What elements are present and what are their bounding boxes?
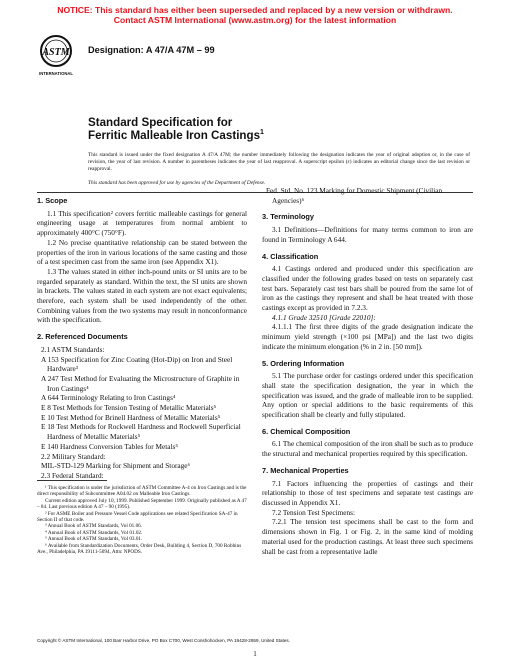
paragraph: 3.1 Definitions—Definitions for many terms common to iron are found in Terminology A 644. <box>262 225 473 244</box>
astm-logo <box>36 33 76 79</box>
dod-note: This standard has been approved for use by agencies of the Department of Defense. <box>88 180 266 186</box>
footnote: ² For ASME Boiler and Pressure Vessel Code applications see related Specification SA-47 in Section II of that code. <box>37 510 238 524</box>
logo-text: INTERNATIONAL <box>39 71 73 76</box>
title-footnote-ref: 1 <box>260 129 264 137</box>
svg-text:ASTM: ASTM <box>42 47 70 58</box>
designation: Designation: A 47/A 47M – 99 <box>88 45 215 55</box>
reference-item: E 10 Test Method for Brinell Hardness of Metallic Materials⁵ <box>41 412 221 422</box>
section-heading: 1. Scope <box>37 196 68 205</box>
paragraph: 7.1 Factors influencing the properties of castings and their relationship to those of test specimens and separate test castings are discussed in Appendix X1. <box>262 478 473 507</box>
footnote: ⁴ Annual Book of ASTM Standards, Vol 01.02. <box>45 529 143 536</box>
reference-item: E 8 Test Methods for Tension Testing of Metallic Materials⁵ <box>41 403 217 413</box>
right-column <box>262 186 473 556</box>
paragraph: 4.1 Castings ordered and produced under this specification are classified under the following grades based on tests on separately cast test bars. Separately cast test bars shall be poured from the same lot of iron as the castings they represent and shall be heat treated with those castings except as provided in 7.2.3. <box>262 264 473 313</box>
subsection-label: 2.3 Federal Standard: <box>41 470 104 480</box>
reference-item: E 18 Test Methods for Rockwell Hardness and Rockwell Superficial Hardness of Metallic Materials⁵ <box>41 422 241 442</box>
paragraph: 6.1 The chemical composition of the iron shall be such as to produce the structural and mechanical properties required by this specification. <box>262 439 473 459</box>
section-heading: 3. Terminology <box>262 212 315 222</box>
paragraph: 7.2.1 The tension test specimens shall be cast to the form and dimensions shown in Fig. 1 or Fig. 2, in the same kind of molding material used for the production castings. At least three such specimens shall be cast from a representative ladle <box>262 517 473 556</box>
title-line-2: Ferritic Malleable Iron Castings <box>88 129 261 142</box>
footnote: Current edition approved July 10, 1999. Published September 1999. Originally published as A 47 – 84. Last previous edition A 47 – 90 (1995). <box>37 497 247 511</box>
notice-line-1: NOTICE: This standard has either been superseded and replaced by a new version or withdrawn. <box>57 5 453 15</box>
reference-item: A 247 Test Method for Evaluating the Microstructure of Graphite in Iron Castings⁴ <box>41 373 240 393</box>
section-heading: 4. Classification <box>262 251 319 261</box>
paragraph: 4.1.1.1 The first three digits of the grade designation indicate the minimum yield strength (×100 psi [MPa]) and the last two digits indicate the minimum elongation (% in 2 in. [50 mm]). <box>262 322 473 351</box>
subsection-label: 2.1 ASTM Standards: <box>41 344 105 354</box>
paragraph: 5.1 The purchase order for castings ordered under this specification shall state the specification designation, the year in which the specification was issued, and the grade of malleable iron to be supplied. Any option or special additions to the basic requirements of this specification shall be clearly and fully stipulated. <box>262 371 473 420</box>
copyright: Copyright © ASTM International, 100 Barr Harbor Drive, PO Box C700, West Conshohocken, PA 19428-2959, United States. <box>37 638 290 643</box>
paragraph: 1.2 No precise quantitative relationship can be stated between the properties of the iron in various locations of the same casting and those of a test specimen cast from the same iron (see Appendix X1). <box>37 237 247 267</box>
footnote-rule <box>37 480 107 481</box>
issued-note: This standard is issued under the fixed designation A 47/A 47M; the number immediately following the designation indicates the year of original adoption or, in the case of revision, the year of last revision. A number in parentheses indicates the year of last reapproval. A superscript epsilon (ε) indicates an editorial change since the last revision or reapproval. <box>88 152 470 173</box>
section-heading: 5. Ordering Information <box>262 358 345 368</box>
left-column <box>37 196 247 481</box>
section-heading: 6. Chemical Composition <box>262 426 351 436</box>
reference-item: MIL-STD-129 Marking for Shipment and Storage⁶ <box>41 461 191 471</box>
title <box>88 116 264 142</box>
paragraph: 1.1 This specification² covers ferritic malleable castings for general engineering usage at temperatures from normal ambient to approximately 400°C (750°F). <box>37 208 247 238</box>
reference-item: A 644 Terminology Relating to Iron Castings⁴ <box>41 393 176 403</box>
footnote: ⁶ Available from Standardization Documents, Order Desk, Building 4, Section D, 700 Robbins Ave., Philadelphia, PA 19111-5094, Attn: NPODS. <box>37 542 242 556</box>
paragraph: 4.1.1 Grade 32510 [Grade 22010]: <box>272 312 376 322</box>
footnotes <box>37 485 247 555</box>
page-number: 1 <box>253 650 257 658</box>
paragraph: 1.3 The values stated in either inch-pound units or SI units are to be regarded separately as standard. Within the text, the SI units are shown in brackets. The values stated in each system are not exact equivalents; therefore, each system shall be used independently of the other. Combining values from the two systems may result in nonconformance with the specification. <box>37 266 247 325</box>
reference-item: A 153 Specification for Zinc Coating (Hot-Dip) on Iron and Steel Hardware³ <box>41 354 233 374</box>
paragraph: 7.2 Tension Test Specimens: <box>272 507 356 517</box>
section-heading: 7. Mechanical Properties <box>262 465 349 475</box>
footnote: ¹ This specification is under the jurisdiction of ASTM Committee A-4 on Iron Castings and is the direct responsibility of Subcommittee A04.02 on Malleable Iron Castings. <box>37 485 247 498</box>
subsection-label: 2.2 Military Standard: <box>41 451 106 461</box>
reference-item: E 140 Hardness Conversion Tables for Metals⁵ <box>41 441 178 451</box>
footnote: ³ Annual Book of ASTM Standards, Vol 01.06. <box>45 523 143 530</box>
title-line-1: Standard Specification for <box>88 116 233 129</box>
notice-line-2: Contact ASTM International (www.astm.org) for the latest information <box>113 15 397 25</box>
footnote: ⁵ Annual Book of ASTM Standards, Vol 03.01. <box>45 536 143 543</box>
reference-item: Fed. Std. No. 123 Marking for Domestic Shipment (Civilian Agencies)⁶ <box>266 186 443 205</box>
section-heading: 2. Referenced Documents <box>37 332 128 342</box>
